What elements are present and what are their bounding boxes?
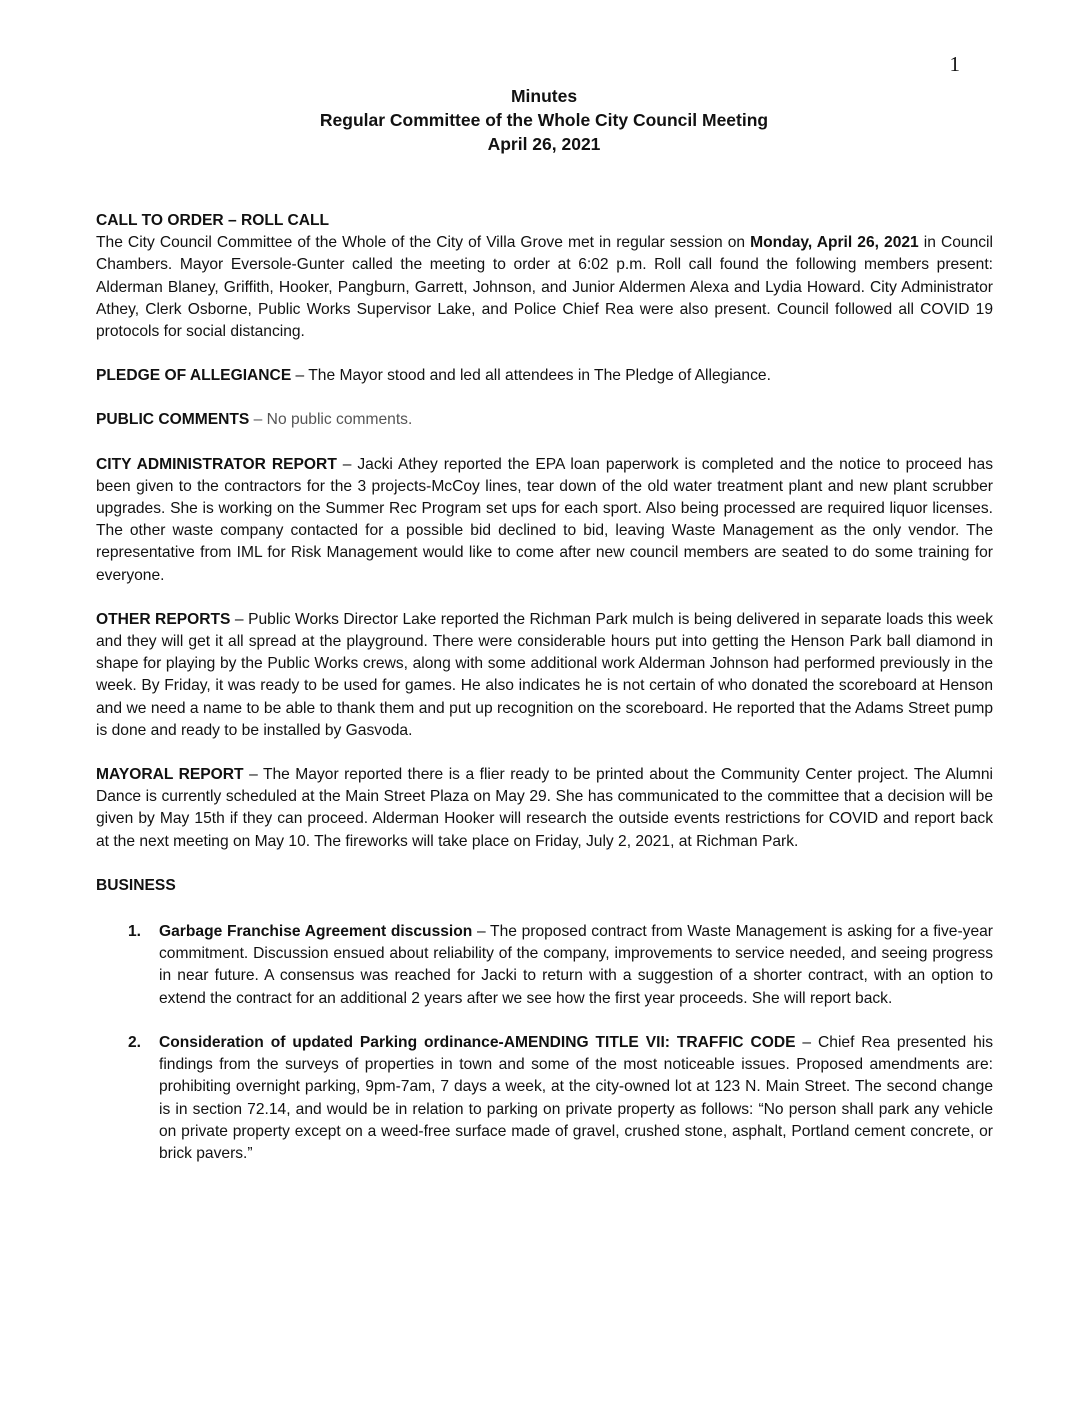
business-list	[96, 921, 993, 1165]
public-comments-text: – No public comments.	[249, 411, 413, 429]
header-title: Minutes	[510, 86, 578, 106]
mayoral-heading: MAYORAL REPORT	[96, 766, 244, 784]
business-heading: BUSINESS	[96, 876, 176, 894]
document-header	[0, 84, 1088, 156]
business-item-number: 2.	[128, 1033, 142, 1051]
business-item-number: 1.	[128, 923, 142, 941]
call-to-order-text-a: The City Council Committee of the Whole of the City of Villa Grove met in regular session on	[96, 234, 751, 252]
city-admin-heading: CITY ADMINISTRATOR REPORT	[96, 455, 337, 473]
other-reports-heading: OTHER REPORTS	[96, 610, 231, 628]
call-to-order-text-b: in Council Chambers. Mayor Eversole-Gunter called the meeting to order at 6:02 p.m. Roll call found the following members present: Alderman Blaney, Griffith, Hooker, Pangburn, Garrett, Johnson, and Junior Aldermen Alexa and Lydia Howard. City Administrator Athey, Clerk Osborne, Public Works Supervisor Lake, and Police Chief Rea were also present. Council followed all COVID 19 protocols for social distancing.	[96, 234, 993, 341]
public-comments-section	[96, 409, 993, 431]
pledge-text: – The Mayor stood and led all attendees in The Pledge of Allegiance.	[291, 367, 771, 385]
header-meeting-name: Regular Committee of the Whole City Council Meeting	[319, 110, 769, 130]
call-to-order-section	[96, 210, 993, 343]
city-admin-section	[96, 454, 993, 587]
pledge-section	[96, 365, 993, 387]
business-item	[96, 1032, 993, 1165]
header-date: April 26, 2021	[487, 134, 601, 154]
business-item-title: Garbage Franchise Agreement discussion	[159, 923, 473, 941]
other-reports-text: – Public Works Director Lake reported the Richman Park mulch is being delivered in separate loads this week and they will get it all spread at the playground. There were considerable hours put into getting the Henson Park ball diamond in shape for playing by the Public Works crews, along with some additional work Alderman Johnson had performed previously in the week. By Friday, it was ready to be used for games. He also indicates he is not certain of who donated the scoreboard at Henson and we need a name to be able to thank them and put up recognition on the scoreboard. He reported that the Adams Street pump is done and ready to be installed by Gasvoda.	[96, 610, 993, 739]
page-number: 1	[949, 52, 960, 76]
call-to-order-heading: CALL TO ORDER – ROLL CALL	[96, 212, 330, 229]
city-admin-text: – Jacki Athey reported the EPA loan paperwork is completed and the notice to proceed has been given to the contractors for the 3 projects-McCoy lines, tear down of the old water treatment plant and new plant scrubber upgrades. She is working on the Summer Rec Program set ups for each sport. Also being processed are required liquor licenses. The other waste company contacted for a possible bid declined to bid, leaving Waste Management as the only vendor. The representative from IML for Risk Management would like to come after new council members are seated to do some training for everyone.	[96, 455, 993, 584]
call-to-order-date: Monday, April 26, 2021	[750, 234, 919, 252]
business-item-text: – The proposed contract from Waste Management is asking for a five-year commitment. Discussion ensued about reliability of the company, improvements to service needed, and seeing progress in near future. A consensus was reached for Jacki to return with a suggestion of a shorter contract, with an option to extend the contract for an additional 2 years after we see how the first year proceeds. She will report back.	[159, 923, 993, 1007]
mayoral-section	[96, 764, 993, 853]
mayoral-text: – The Mayor reported there is a flier ready to be printed about the Community Center project. The Alumni Dance is currently scheduled at the Main Street Plaza on May 29. She has communicated to the committee that a decision will be given by May 15th if they can proceed. Alderman Hooker will research the outside events restrictions for COVID and report back at the next meeting on May 10. The fireworks will take place on Friday, July 2, 2021, at Richman Park.	[96, 766, 993, 850]
other-reports-section	[96, 609, 993, 742]
business-item-text: – Chief Rea presented his findings from the surveys of properties in town and some of the most noticeable issues. Proposed amendments are: prohibiting overnight parking, 9pm-7am, 7 days a week, at the city-owned lot at 123 N. Main Street. The second change is in section 72.14, and would be in relation to parking on private property as follows: “No person shall park any vehicle on private property except on a weed-free surface made of gravel, crushed stone, asphalt, Portland cement concrete, or brick pavers.”	[159, 1033, 994, 1162]
business-item-title: Consideration of updated Parking ordinance-AMENDING TITLE VII: TRAFFIC CODE	[159, 1033, 796, 1051]
pledge-heading: PLEDGE OF ALLEGIANCE	[96, 367, 292, 385]
business-item	[96, 921, 993, 1010]
minutes-body	[96, 210, 993, 1187]
public-comments-heading: PUBLIC COMMENTS	[96, 411, 250, 429]
